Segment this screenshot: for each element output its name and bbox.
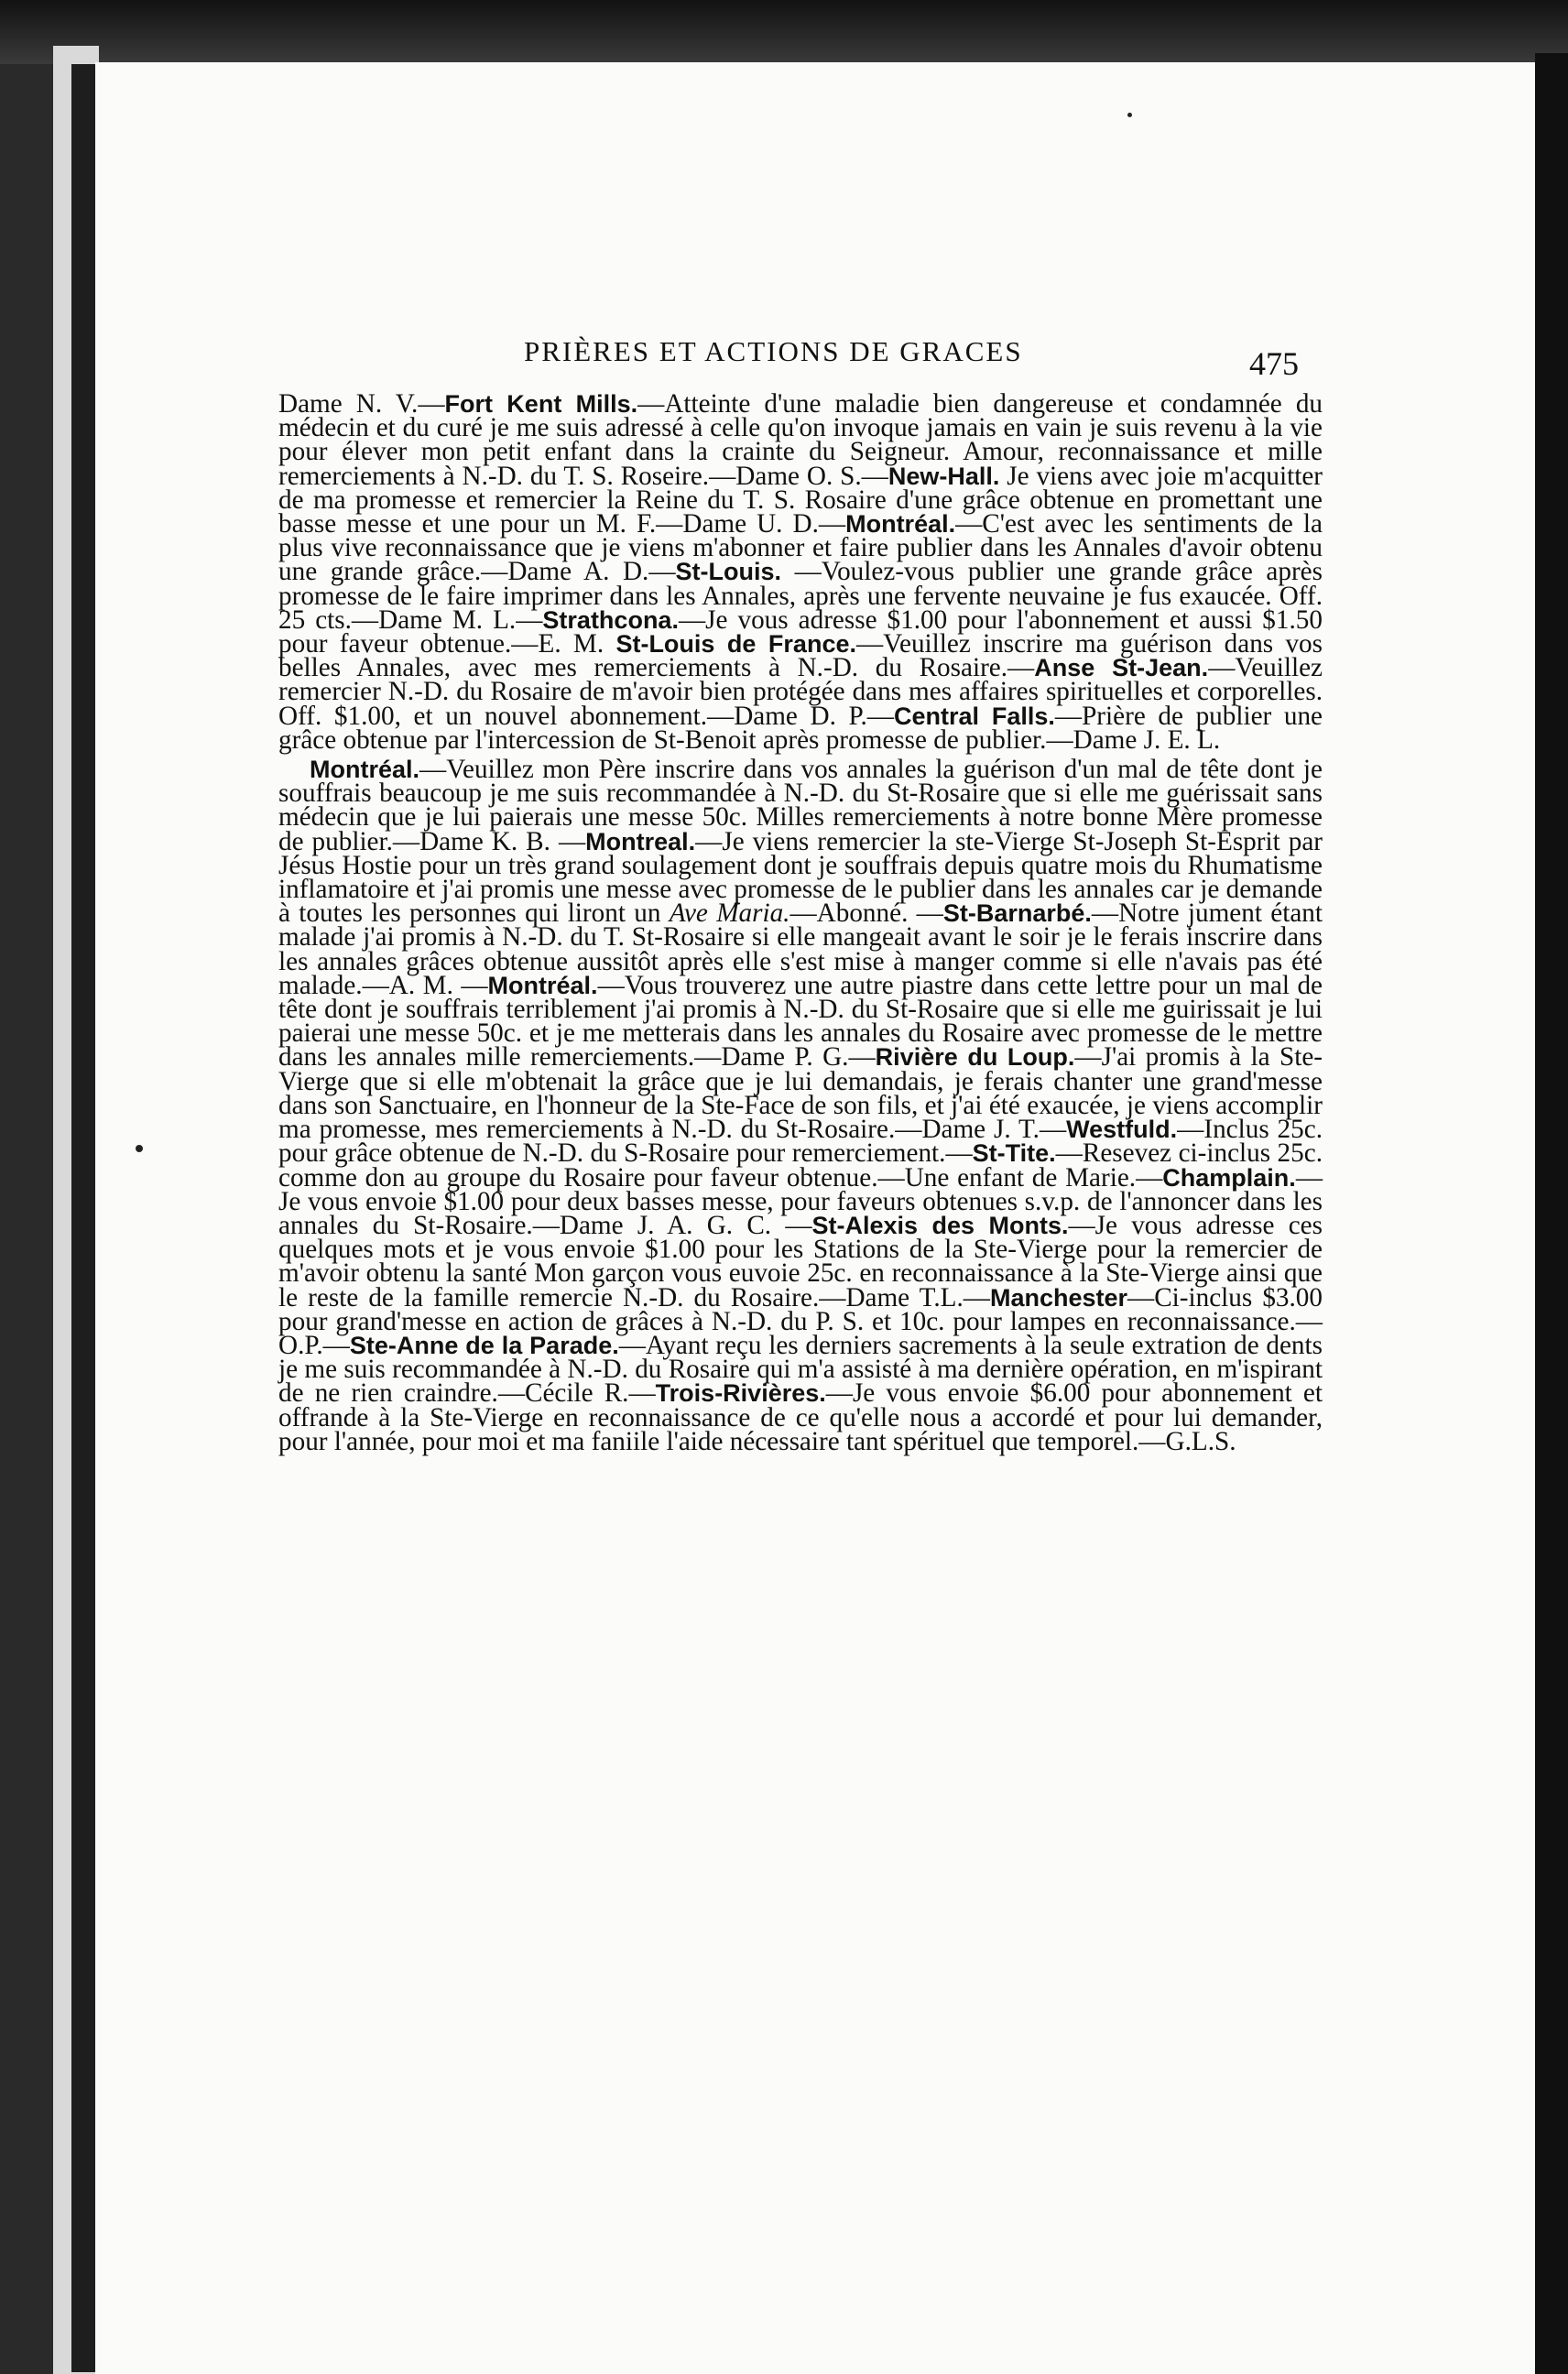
place-name: New-Hall.: [887, 462, 1000, 490]
body-text: [278, 389, 1323, 1456]
text-run: —Veuillez remercier N.-D. du Rosaire de m'avoir bien protégée dans mes affaires spirituelles et corporelles. Off. $1.00, et un nouvel abonnement.—Dame D. P.—: [278, 653, 1323, 731]
scan-edge: [1535, 53, 1568, 2374]
place-name: Montréal.: [310, 756, 420, 784]
text-run: —J'ai promis à la Ste-Vierge que si elle m'obtenait la grâce que je lui demandais, je ferais chanter une grand'messe dans son Sanctuaire, en l'honneur de la Ste-Face de son fils, et j'ai été exaucée, je viens accomplir ma promesse, mes remerciements à N.-D. du St-Rosaire.—Dame J. T.—: [278, 1042, 1323, 1145]
text-run: —Je vous adresse ces quelques mots et je vous envoie $1.00 pour les Stations de la Ste-Vierge pour la remercier de m'avoir obtenu la santé Mon garçon vous euvoie 25c. en reconnaissance à la Ste-Vierge ainsi que le reste de la famille remercie N.-D. du Rosaire.—Dame T.L.—: [278, 1210, 1323, 1312]
text-run: —Veuillez mon Père inscrire dans vos annales la guérison d'un mal de tête dont je souffrais beaucoup je me suis recommandée à N.-D. du St-Rosaire que si elle me guérissait sans médecin que je lui paierais une messe 50c. Milles remerciements à notre bonne Mère promesse de publier.—Dame K. B. —: [278, 755, 1323, 856]
paragraph: [278, 389, 1323, 755]
text-run: —Veuillez inscrire ma guérison dans vos belles Annales, avec mes remerciements à N.-D. du Rosaire.—: [278, 629, 1323, 683]
text-run: Dame N. V.—: [278, 389, 445, 419]
page-number: 475: [1249, 345, 1299, 382]
paragraph: [278, 757, 1323, 1454]
text-run: —Je viens remercier la ste-Vierge St-Joseph St-Esprit par Jésus Hostie pour un très grand soulagement dont je souffrais depuis quatre mois du Rhumatisme inflamatoire et j'ai promis une messe avec promesse de le publier dans les annales car je demande à toutes les personnes qui liront un: [278, 826, 1323, 929]
text-run: —Je vous envoie $1.00 pour deux basses messe, pour faveurs obtenues s.v.p. de l'annoncer dans les annales du St-Rosaire.—Dame J. A. G. C. —: [278, 1162, 1323, 1240]
text-run: —Abonné. —: [789, 898, 943, 929]
scan-speck: [136, 1145, 143, 1152]
text-run: —Voulez-vous publier une grande grâce après promesse de le faire imprimer dans les Annales, après une fervente neuvaine je fus exaucée. Off. 25 cts.—Dame M. L.—: [278, 557, 1323, 635]
text-run: —Resevez ci-inclus 25c. comme don au groupe du Rosaire pour faveur obtenue.—Une enfant de Marie.—: [278, 1138, 1323, 1192]
place-name: St-Louis de France.: [615, 630, 856, 659]
place-name: Champlain.: [1162, 1163, 1296, 1192]
place-name: Westfuld.: [1066, 1116, 1178, 1144]
place-name: Anse St-Jean.: [1034, 654, 1209, 682]
place-name: Central Falls.: [894, 702, 1055, 730]
text-run: —Vous trouverez une autre piastre dans cette lettre pour un mal de tête dont je souffrais terriblement j'ai promis à N.-D. du St-Rosaire que si elle me guirissait je lui paierai une messe 50c. et je me metterais dans les annales du Rosaire avec promesse de le mettre dans les annales mille remerciements.—Dame P. G.—: [278, 970, 1323, 1073]
place-name: Fort Kent Mills.: [444, 390, 638, 418]
place-name: Strathcona.: [542, 605, 679, 634]
running-header: PRIÈRES ET ACTIONS DE GRACES: [524, 335, 1023, 367]
place-name: Montréal.: [845, 510, 956, 539]
text-run: Je viens avec joie m'acquitter de ma promesse et remercier la Reine du T. S. Rosaire d'une grâce obtenue en promettant une basse messe et une pour un M. F.—Dame U. D.—: [278, 461, 1323, 539]
place-name: Trois-Rivières.: [655, 1379, 826, 1408]
scan-speck: [1127, 113, 1132, 117]
text-run: —Ayant reçu les derniers sacrements à la seule extration de dents je me suis recommandée à N.-D. du Rosaire qui m'a assisté à ma dernière opération, en m'ispirant de ne rien craindre.—Cécile R.—: [278, 1330, 1323, 1409]
place-name: Montreal.: [585, 827, 696, 855]
place-name: Montréal.: [487, 971, 598, 999]
place-name: St-Louis.: [675, 558, 782, 586]
place-name: Ste-Anne de la Parade.: [349, 1331, 619, 1359]
text-run: —Atteinte d'une maladie bien dangereuse et condamnée du médecin et du curé je me suis adressé à celle qu'on invoque jamais en vain je suis revenu à la vie pour élever mon petit enfant dans la crainte du Seigneur. Amour, reconnaissance et mille remerciements à N.-D. du T. S. Roseire.—Dame O. S.—: [278, 389, 1323, 491]
text-run: —Prière de publier une grâce obtenue par l'intercession de St-Benoit après promesse de publier.—Dame J. E. L.: [278, 701, 1323, 755]
book-gutter: [71, 64, 95, 2372]
text-run: —C'est avec les sentiments de la plus vive reconnaissance que je viens m'abonner et faire publier dans les Annales d'avoir obtenu une grande grâce.—Dame A. D.—: [278, 509, 1323, 587]
scan-background: [0, 0, 1568, 64]
text-run: —Je vous envoie $6.00 pour abonnement et offrande à la Ste-Vierge en reconnaissance de ce qu'elle nous a accordé et pour lui demander, pour l'année, pour moi et ma faniile l'aide nécessaire tant spérituel que temporel.—G.L.S.: [278, 1378, 1323, 1456]
text-run: —Inclus 25c. pour grâce obtenue de N.-D. du S-Rosaire pour remerciement.—: [278, 1115, 1323, 1169]
text-run: —Je vous adresse $1.00 pour l'abonnement et aussi $1.50 pour faveur obtenue.—E. M.: [278, 604, 1323, 659]
place-name: Rivière du Loup.: [875, 1043, 1075, 1072]
italic-text: Ave Maria.: [669, 898, 790, 929]
place-name: Manchester: [989, 1283, 1128, 1312]
place-name: St-Barnarbé.: [942, 899, 1092, 928]
text-run: —Ci-inclus $3.00 pour grand'messe en action de grâces à N.-D. du P. S. et 10c. pour lampes en reconnaissance.—O.P.—: [278, 1282, 1323, 1360]
place-name: St-Alexis des Monts.: [811, 1211, 1069, 1239]
place-name: St-Tite.: [972, 1139, 1056, 1168]
text-run: —Notre jument étant malade j'ai promis à N.-D. du T. St-Rosaire si elle mangeait avant le soir je le ferais inscrire dans les annales grâces obtenue aussitôt après elle s'est mise à manger comme si elle n'avais pas été malade.—A. M. —: [278, 898, 1323, 1000]
